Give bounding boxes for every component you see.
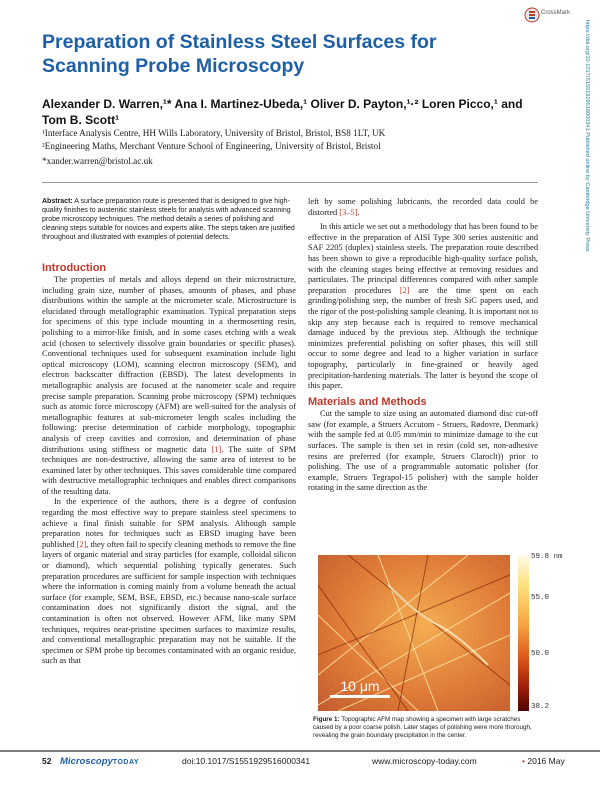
intro-p2-end: , they often fail to specify cleaning methods to remove the fine layers of organic material and stray particles (for example, colloidal silicon or diamond), which sequential polishing typically generates. Such preparation procedures are sufficient for sample inspection with techniques where the information is coming mainly from a volume beneath the actual surface (for example, SEM, BSE, EBSD, etc.) because nano-scale surface contamination does not significantly distort the signal, and the contamination is often not observed. However AFM, like many SPM techniques, requires near-pristine specimen surfaces to maximize results, and conventional metallographic preparation may not be suitable. If the specimen or SPM probe tip becomes contaminated with an organic residue, such as that — [42, 539, 296, 666]
col2-p0-text: left by some polishing lubricants, the recorded data could be distorted — [308, 197, 538, 217]
authors-line-2: Tom B. Scott¹ — [42, 113, 120, 127]
header-divider — [42, 182, 538, 183]
citation-link[interactable]: [3–5] — [339, 207, 358, 217]
figure-caption — [313, 716, 541, 740]
figure-caption-text: Topographic AFM map showing a specimen with large scratches caused by a poor coarse polish. Later stages of polishing were more thorough, revealing the grain boundary precipitation in the center. — [313, 716, 532, 739]
citation-link[interactable]: [2] — [76, 539, 87, 549]
colorbar-tick-3: 50.0 — [531, 650, 550, 658]
afm-map-graphic — [318, 555, 510, 711]
col2-paragraph-2: Cut the sample to size using an automated diamond disc cut-off saw (for example, a Struers Accutom - Struers, Rødovre, Denmark) with the sample fed at 0.05 mm/min to minimize damage to the cut surfaces. The sample is then set in resin (cold set, non-adhesive resins are preferred (for example, Struers Claroclt)) prior to polishing. The use of a programmable automatic polisher (for example, Struers Tegrapol-15 polisher) with the sample holder rotating in the same direction as the — [308, 409, 538, 493]
colorbar — [518, 555, 529, 711]
crossmark-badge[interactable] — [524, 6, 571, 24]
footer-divider — [0, 750, 600, 752]
colorbar-tick-max: 59.8 nm — [531, 553, 563, 561]
citation-link[interactable]: [2] — [399, 285, 410, 295]
colorbar-tick-2: 55.0 — [531, 594, 550, 602]
issue-date-text: 2016 May — [527, 756, 565, 766]
affiliation-1: ¹Interface Analysis Centre, HH Wills Laboratory, University of Bristol, Bristol, BS8 1LT, UK — [42, 128, 386, 138]
intro-paragraph-1 — [42, 275, 296, 497]
author-list — [42, 96, 542, 128]
intro-p1-text: The properties of metals and alloys depend on their microstructure, including grain size, number of phases, amounts of phases, and phase distributions within the sample at the micrometer scale. Microstructure is elucidated through metallographic examination. Typical preparation steps for specimens of this type include mounting in a thermosetting resin, polishing to a mirror-like finish, and in some cases etching with a weak acid (chosen to selectively dissolve grain boundaries or specific phases). Conventional techniques used for subsequent examination include light optical microscopy (LOM), scanning electron microscopy (SEM), and electron backscatter diffraction (EBSD). The latest developments in metallographic analysis are focused at the nanometer scale and require precise sample preparation. Scanning probe microscopy (SPM) techniques such as atomic force microscopy (AFM) are well-suited for the analysis of metallographic features at sub-micrometer length scales including the following: precise determination of carbide morphology, topographic analysis of creep cavities and corrosion, and determination of phase distributions using stiffness or magnetic data — [42, 275, 296, 454]
introduction-column — [42, 275, 296, 667]
methods-heading: Materials and Methods — [308, 395, 427, 408]
magazine-subname: TODAY — [112, 759, 140, 766]
figure-caption-label: Figure 1: — [313, 716, 340, 723]
footer-bullet: • — [522, 756, 525, 766]
introduction-heading: Introduction — [42, 262, 107, 274]
page-number: 52 — [42, 756, 52, 766]
abstract-text: A surface preparation route is presented that is designed to give high-quality finishes to austenitic stainless steels for analysis with advanced scanning probe microscopy techniques. The method details a series of polishing and cleaning steps suitable for novices and experts alike. The steps taken are justified throughout and illustrated with examples of potential defects. — [42, 198, 295, 241]
issue-date — [522, 756, 565, 766]
affiliation-2: ²Engineering Maths, Merchant Venture School of Engineering, University of Bristol, Bristol — [42, 140, 381, 151]
abstract — [42, 197, 296, 242]
magazine-name: Microscopy — [60, 756, 113, 767]
corresponding-email[interactable]: *xander.warren@bristol.ac.uk — [42, 156, 153, 166]
affiliations — [42, 127, 542, 152]
doi-side-strip — [580, 20, 592, 340]
afm-topography-image — [318, 555, 510, 711]
footer-doi[interactable]: doi:10.1017/S1551929516000341 — [182, 756, 311, 766]
colorbar-tick-min: 38.2 — [531, 703, 550, 711]
intro-p1-end: . The suite of SPM techniques are non-destructive, allowing the same area of interest to be examined later by other techniques. This saves considerable time compared with destructive metallographic techniques and enables direct comparisons of the resulting data. — [42, 444, 297, 496]
abstract-label: Abstract: — [42, 198, 73, 205]
crossmark-label: CrossMark — [541, 10, 571, 16]
article-title: Preparation of Stainless Steel Surfaces for Scanning Probe Microscopy — [42, 31, 437, 77]
doi-side-text: https://doi.org/10.1017/S1551929516000341 Published online by Cambridge University Press — [584, 20, 590, 252]
footer-url[interactable]: www.microscopy-today.com — [372, 756, 477, 766]
magazine-logo — [60, 756, 139, 767]
col2-paragraph-1 — [308, 222, 538, 392]
scale-bar-label: 10 μm — [340, 678, 380, 694]
right-column — [308, 197, 538, 494]
intro-paragraph-2 — [42, 497, 296, 667]
intro-p2-text: In the experience of the authors, there is a degree of confusion regarding the most effective way to prepare stainless steel specimens to achieve a final finish suitable for SPM analysis. Although sample preparation notes for techniques such as EBSD imaging have been published — [42, 497, 296, 549]
col2-p1-end: are the time spent on each grinding/polishing step, the number of fresh SiC papers used, and the rigor of the post-polishing sample cleaning. It is important not to skip any step because each is required to remove mechanical damage induced by the previous step. Although the technique minimizes preferential polishing on softer phases, this will still occur to some degree and lead to a higher variation in surface topography, particularly in fine-grained or heavily aged precipitation-hardening materials. The latter is beyond the scope of this paper. — [308, 285, 539, 391]
col2-p1-text: In this article we set out a methodology that has been found to be effective in the preparation of AISI Type 300 series austenitic and SAF 2205 (duplex) stainless steels. The preparation route described has been shown to give a reproducible high-quality surface polish, with the cleaning stages being effective at removing residues and particulates. The principal differences compared with other sample preparation procedures — [308, 222, 538, 295]
col2-p0-end: . — [357, 207, 360, 217]
authors-line-1: Alexander D. Warren,¹* Ana I. Martinez-Ubeda,¹ Oliver D. Payton,¹·² Loren Picco,¹ and — [42, 97, 523, 111]
citation-link[interactable]: [1] — [211, 444, 222, 454]
col2-paragraph-0 — [308, 197, 538, 218]
